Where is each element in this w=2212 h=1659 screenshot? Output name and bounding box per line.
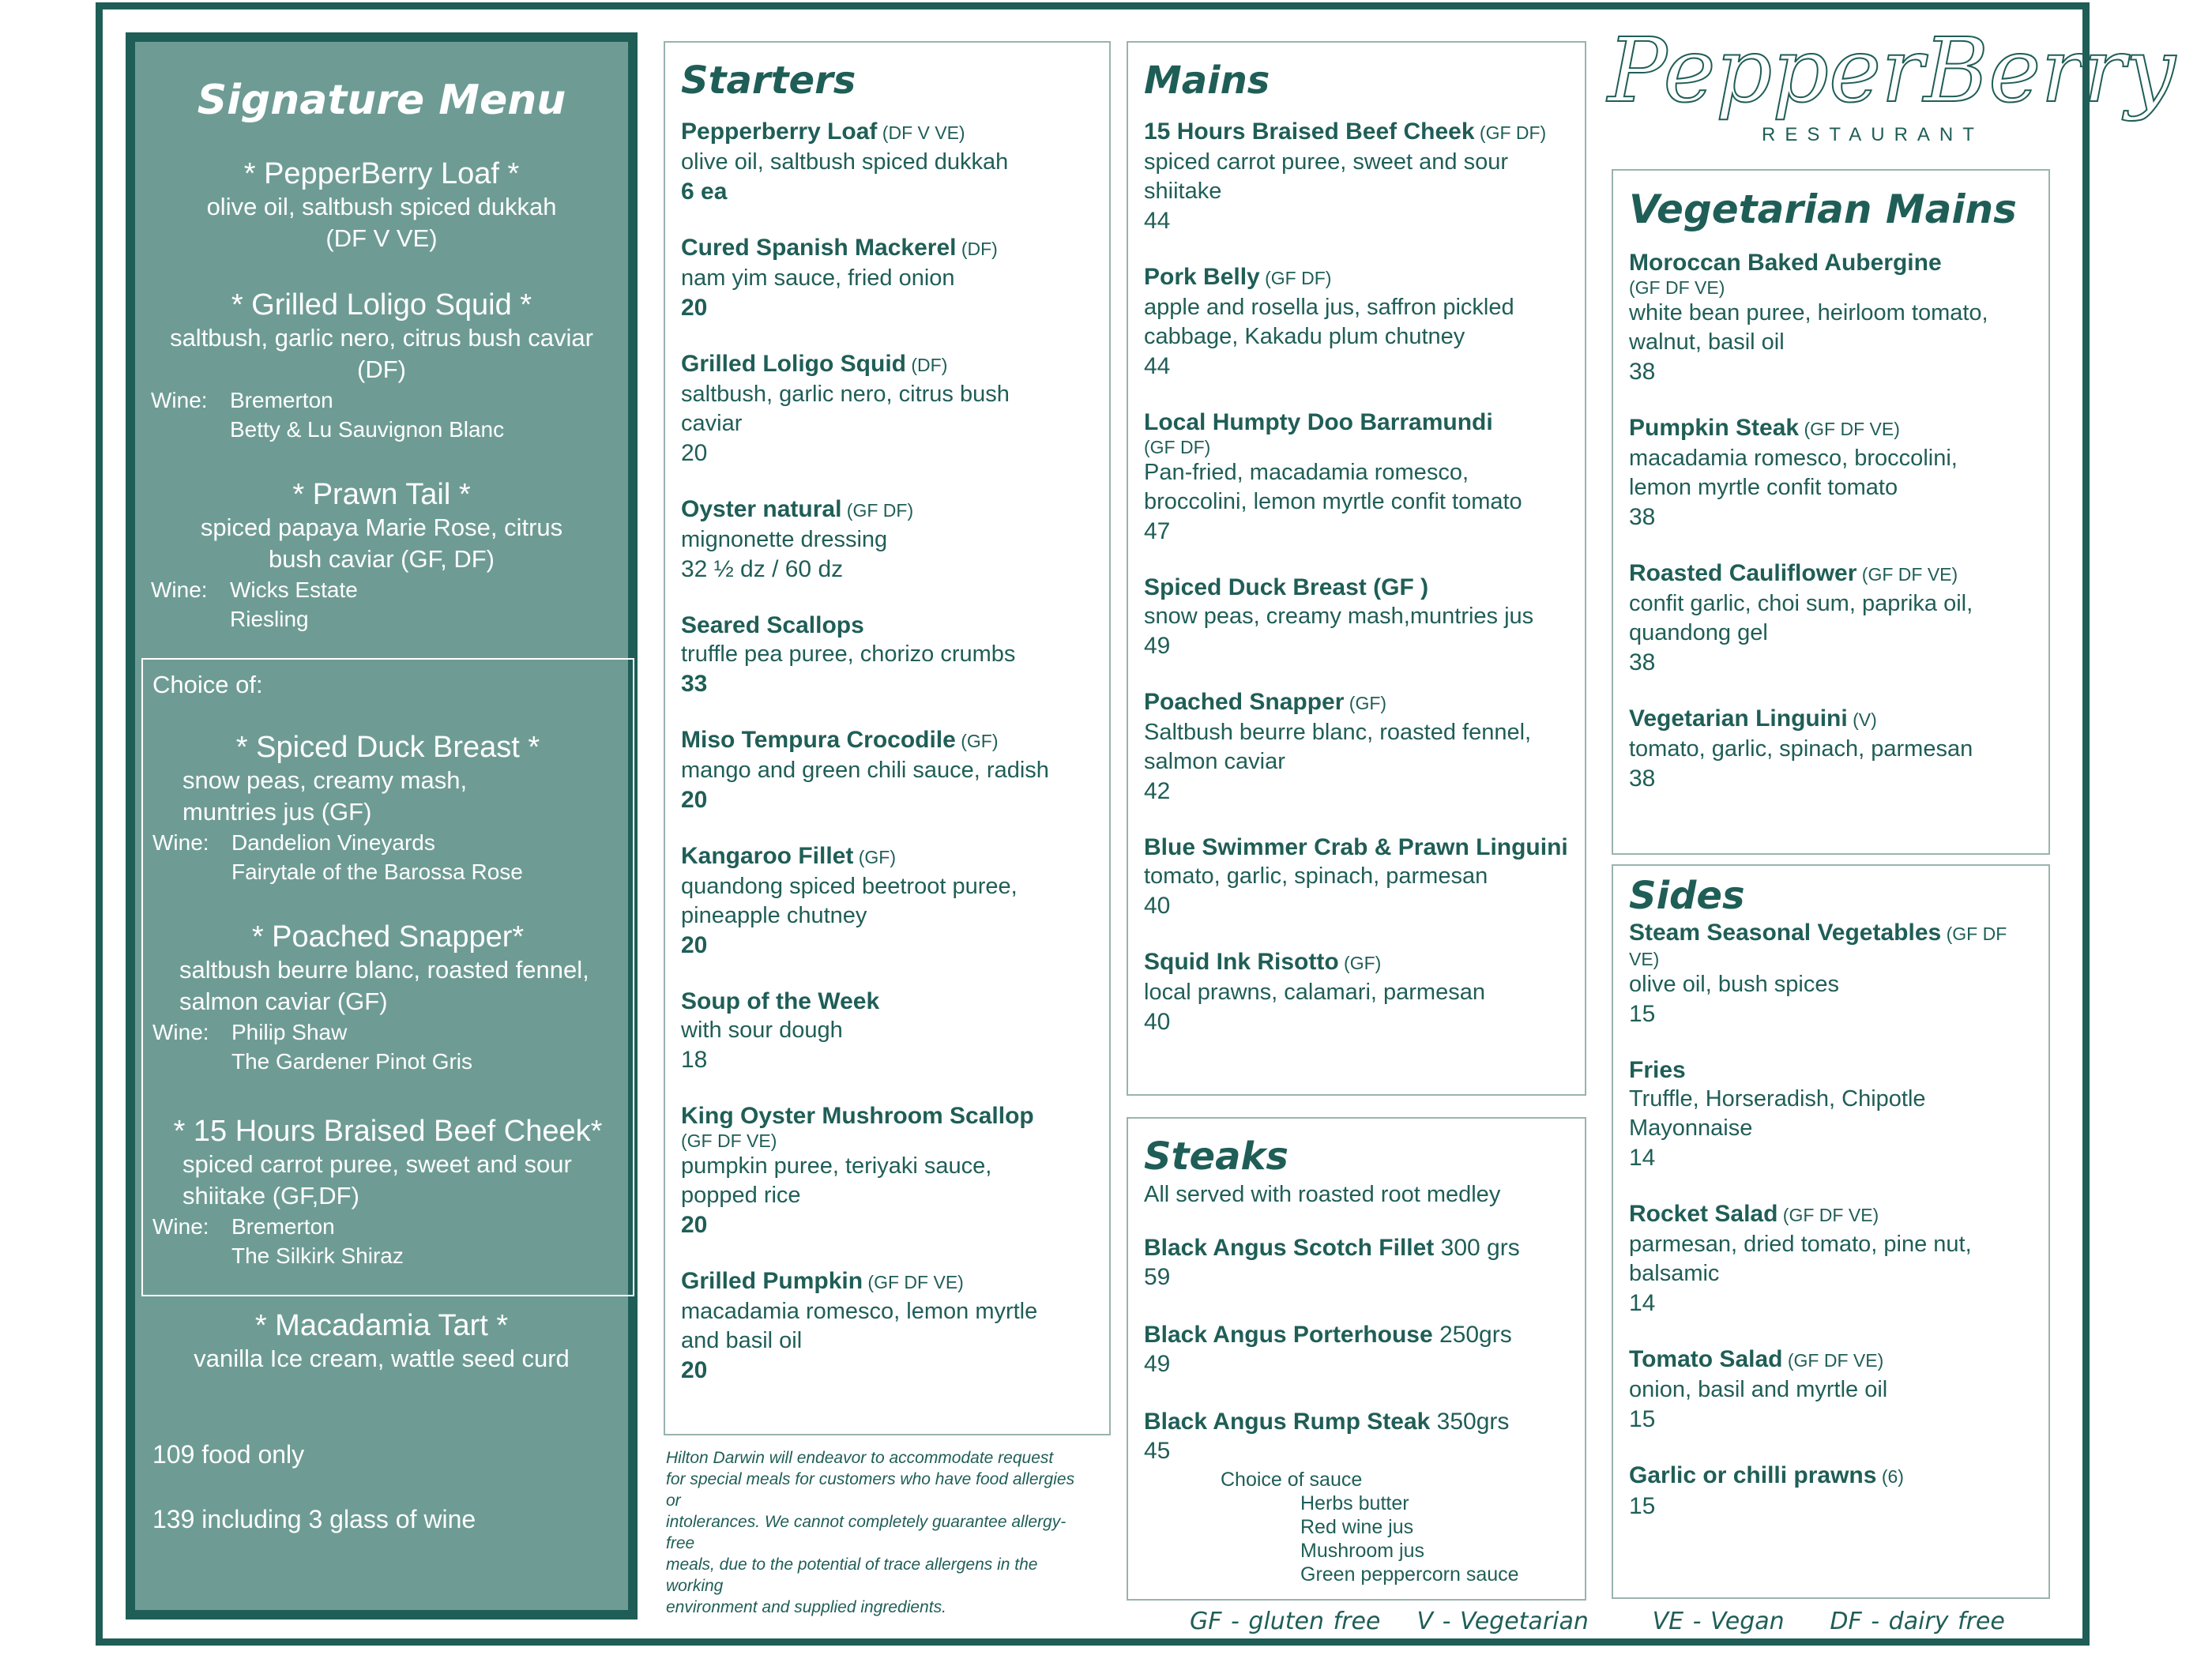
sauce-item: Mushroom jus	[1300, 1540, 1424, 1562]
menu-item	[681, 495, 1098, 584]
item-name-line	[681, 987, 1098, 1016]
sauce-item: Herbs butter	[1300, 1492, 1409, 1514]
item-name-line	[1629, 918, 2037, 949]
item-description: Pan-fried, macadamia romesco,	[1144, 460, 1469, 485]
sig-item-desc: muntries jus (GF)	[182, 798, 372, 826]
menu-item	[1144, 573, 1574, 660]
item-name: King Oyster Mushroom Scallop	[681, 1103, 1034, 1129]
mains-section	[1127, 41, 1586, 1096]
wine-maker: Dandelion Vineyards	[231, 830, 435, 855]
item-price: 32 ½ dz / 60 dz	[681, 556, 844, 582]
item-name: Black Angus Scotch Fillet	[1144, 1235, 1435, 1261]
item-description: Mayonnaise	[1629, 1115, 1753, 1141]
item-price: 44	[1144, 208, 1171, 234]
disclaimer-line: intolerances. We cannot completely guarantee allergy-	[666, 1513, 1066, 1531]
disclaimer-line: free	[666, 1534, 695, 1552]
item-name-line	[1144, 117, 1574, 148]
item-name: Tomato Salad	[1629, 1346, 1783, 1372]
item-description: nam yim sauce, fried onion	[681, 265, 955, 291]
wine-name: Riesling	[230, 607, 309, 631]
item-price: 20	[681, 440, 708, 466]
item-price: 59	[1144, 1264, 1171, 1290]
item-name-line	[1144, 687, 1574, 718]
item-description: caviar	[681, 411, 743, 436]
menu-item	[1144, 408, 1574, 546]
item-description: Truffle, Horseradish, Chipotle	[1629, 1086, 1926, 1112]
menu-item	[681, 987, 1098, 1074]
item-name-line	[1629, 1055, 2037, 1085]
item-name-line	[681, 349, 1098, 380]
item-name: Pumpkin Steak	[1629, 415, 1800, 441]
item-price: 20	[681, 1357, 708, 1383]
wine-name: Fairytale of the Barossa Rose	[231, 860, 523, 884]
sig-dessert	[135, 1309, 628, 1375]
item-description: broccolini, lemon myrtle confit tomato	[1144, 489, 1522, 514]
wine-pairing	[151, 575, 628, 634]
item-name: Spiced Duck Breast (GF )	[1144, 574, 1429, 600]
item-dietary-tags: (DF)	[906, 355, 948, 375]
item-dietary-tags: (GF)	[853, 847, 897, 867]
item-description: balsamic	[1629, 1261, 1720, 1286]
item-name-line	[1144, 1320, 1574, 1349]
sauce-item: Red wine jus	[1300, 1516, 1414, 1538]
disclaimer-line: or	[666, 1492, 681, 1510]
item-description: pumpkin puree, teriyaki sauce,	[681, 1153, 992, 1179]
item-name: 15 Hours Braised Beef Cheek	[1144, 118, 1475, 145]
wine-maker: Wicks Estate	[230, 577, 358, 602]
item-name: Squid Ink Risotto	[1144, 949, 1339, 975]
disclaimer-line: Hilton Darwin will endeavor to accommodate request	[666, 1449, 1054, 1467]
item-description: mignonette dressing	[681, 527, 888, 552]
choice-snapper	[143, 920, 633, 1076]
sig-item-desc: spiced carrot puree, sweet and sour	[182, 1150, 572, 1178]
signature-menu-panel	[126, 32, 638, 1620]
item-description: quandong gel	[1629, 620, 1768, 645]
item-description: quandong spiced beetroot puree,	[681, 874, 1018, 899]
item-name-line	[1144, 1407, 1574, 1436]
item-description: confit garlic, choi sum, paprika oil,	[1629, 591, 1973, 616]
menu-item	[681, 349, 1098, 468]
item-dietary-tags: (GF DF VE)	[863, 1272, 964, 1292]
item-description: pineapple chutney	[681, 903, 867, 928]
item-dietary-tags: (GF DF)	[841, 500, 914, 521]
item-dietary-tags: (GF DF)	[1144, 437, 1211, 457]
item-description: Saltbush beurre blanc, roasted fennel,	[1144, 720, 1532, 745]
item-description: shiitake	[1144, 179, 1222, 204]
item-price: 38	[1629, 649, 1656, 675]
mains-list	[1128, 117, 1585, 1036]
wine-label: Wine:	[152, 830, 209, 855]
item-price: 40	[1144, 893, 1171, 919]
item-name-line	[1629, 1345, 2037, 1375]
sig-item-desc: (DF)	[357, 356, 406, 383]
sig-item-name: * Poached Snapper*	[251, 920, 525, 954]
dietary-legend	[1190, 1608, 2005, 1635]
item-name-line	[1144, 408, 1574, 437]
legend-v: V - Vegetarian	[1416, 1608, 1589, 1635]
menu-item	[1144, 262, 1574, 381]
item-weight: 300 grs	[1434, 1235, 1520, 1261]
item-name-line	[1144, 1233, 1574, 1262]
item-dietary-tags: (GF DF)	[1259, 268, 1332, 288]
item-dietary-tags: (DF V VE)	[877, 122, 965, 143]
item-description: white bean puree, heirloom tomato,	[1629, 300, 1988, 325]
item-description: parmesan, dried tomato, pine nut,	[1629, 1232, 1972, 1257]
item-dietary-tags: (DF)	[956, 239, 998, 259]
item-name: Grilled Pumpkin	[681, 1268, 863, 1294]
item-description: onion, basil and myrtle oil	[1629, 1377, 1888, 1402]
sig-item-name: * PepperBerry Loaf *	[243, 157, 520, 190]
signature-title: Signature Menu	[197, 77, 566, 124]
wine-pairing	[151, 386, 628, 444]
item-price: 38	[1629, 359, 1656, 385]
item-description: with sour dough	[681, 1018, 843, 1043]
item-name: Miso Tempura Crocodile	[681, 727, 956, 753]
item-price: 33	[681, 671, 708, 697]
item-price: 18	[681, 1047, 708, 1073]
sig-item-name: * Spiced Duck Breast *	[235, 731, 540, 764]
menu-item	[681, 1101, 1098, 1240]
item-name: Cured Spanish Mackerel	[681, 235, 957, 261]
item-name-line	[1144, 833, 1574, 862]
item-name: Poached Snapper	[1144, 689, 1345, 715]
veg-list	[1613, 248, 2048, 793]
logo-script	[1600, 20, 2176, 149]
item-description: cabbage, Kakadu plum chutney	[1144, 324, 1465, 349]
menu-item	[1629, 918, 2037, 1029]
disclaimer-line: working	[666, 1577, 724, 1595]
menu-item	[1144, 833, 1574, 920]
item-price: 14	[1629, 1290, 1656, 1316]
menu-item	[1629, 248, 2037, 386]
section-title: Sides	[1629, 874, 1745, 918]
sig-item-desc: vanilla Ice cream, wattle seed curd	[194, 1345, 570, 1372]
item-price: 20	[681, 787, 708, 813]
choice-label: Choice of:	[152, 671, 263, 698]
item-description: olive oil, bush spices	[1629, 972, 1839, 997]
item-weight: 250grs	[1432, 1322, 1512, 1348]
menu-item	[1144, 687, 1574, 806]
item-price: 49	[1144, 1351, 1171, 1377]
item-price: 44	[1144, 353, 1171, 379]
veg-mains-section	[1612, 169, 2050, 855]
item-name-line	[681, 1101, 1098, 1130]
sig-item-loaf	[135, 157, 628, 254]
legend-df: DF - dairy free	[1830, 1608, 2005, 1635]
item-name: Garlic or chilli prawns	[1629, 1462, 1877, 1488]
choice-beef	[143, 1115, 633, 1270]
sig-item-name: * Grilled Loligo Squid *	[231, 288, 532, 322]
item-dietary-tags: (V)	[1847, 709, 1877, 730]
starters-list	[665, 117, 1109, 1385]
disclaimer-line: meals, due to the potential of trace allergens in the	[666, 1556, 1038, 1574]
item-name: Black Angus Rump Steak	[1144, 1409, 1431, 1435]
item-dietary-tags: (GF)	[1338, 953, 1382, 973]
legend-ve: VE - Vegan	[1652, 1608, 1785, 1635]
item-name-line	[681, 1266, 1098, 1297]
item-price: 20	[681, 1212, 708, 1238]
sauce-label: Choice of sauce	[1221, 1469, 1363, 1491]
legend-gf: GF - gluten free	[1190, 1608, 1381, 1635]
sig-item-desc: salmon caviar (GF)	[179, 988, 388, 1015]
menu-item	[1629, 413, 2037, 532]
restaurant-logo	[1600, 20, 2176, 149]
sig-item-desc: saltbush beurre blanc, roasted fennel,	[179, 956, 589, 984]
item-price: 45	[1144, 1438, 1171, 1464]
wine-name: The Silkirk Shiraz	[231, 1243, 404, 1268]
item-dietary-tags: VE)	[1629, 949, 1660, 969]
menu-item	[681, 611, 1098, 698]
item-description: mango and green chili sauce, radish	[681, 758, 1049, 783]
item-name: Vegetarian Linguini	[1629, 705, 1848, 732]
item-price: 14	[1629, 1145, 1656, 1171]
item-price: 38	[1629, 504, 1656, 530]
menu-item	[1629, 1199, 2037, 1318]
wine-pairing	[152, 1018, 633, 1076]
item-description: popped rice	[681, 1183, 801, 1208]
item-description: lemon myrtle confit tomato	[1629, 475, 1898, 500]
sig-item-name: * Macadamia Tart *	[254, 1309, 509, 1342]
item-name: Pork Belly	[1144, 264, 1260, 290]
item-name-line	[1144, 947, 1574, 978]
item-description: local prawns, calamari, parmesan	[1144, 980, 1485, 1005]
allergy-disclaimer	[666, 1447, 1108, 1618]
item-weight: 350grs	[1430, 1409, 1510, 1435]
steak-item	[1144, 1233, 1574, 1292]
item-dietary-tags: (GF DF VE)	[1856, 564, 1958, 585]
section-title: Steaks	[1144, 1134, 1288, 1179]
item-description: saltbush, garlic nero, citrus bush	[681, 382, 1010, 407]
item-name-line	[681, 495, 1098, 525]
menu-item	[1629, 559, 2037, 677]
sauce-item: Green peppercorn sauce	[1300, 1563, 1519, 1586]
menu-item	[1144, 117, 1574, 235]
steaks-subtitle	[1144, 1180, 1574, 1209]
item-name: Fries	[1629, 1057, 1686, 1083]
item-price: 20	[681, 295, 708, 321]
item-price: 15	[1629, 1001, 1656, 1027]
item-dietary-tags: (6)	[1876, 1466, 1904, 1487]
item-price: 15	[1629, 1493, 1656, 1519]
item-dietary-tags: (GF)	[1344, 693, 1387, 713]
item-name-line	[681, 117, 1098, 148]
sig-item-desc: snow peas, creamy mash,	[182, 766, 468, 794]
item-name: Blue Swimmer Crab & Prawn Linguini	[1144, 834, 1568, 860]
item-name-line	[681, 725, 1098, 756]
disclaimer-line: environment and supplied ingredients.	[666, 1598, 946, 1616]
sig-item-desc: spiced papaya Marie Rose, citrus	[200, 514, 563, 541]
wine-label: Wine:	[152, 1214, 209, 1239]
item-description: walnut, basil oil	[1629, 329, 1785, 355]
wine-name: The Gardener Pinot Gris	[231, 1049, 473, 1074]
item-price: 40	[1144, 1009, 1171, 1035]
item-name-line	[1144, 573, 1574, 602]
steaks-list	[1128, 1233, 1585, 1465]
wine-label: Wine:	[151, 388, 208, 412]
wine-maker: Bremerton	[230, 388, 333, 412]
item-name-line	[1629, 559, 2037, 589]
menu-item	[681, 841, 1098, 960]
wine-maker: Bremerton	[231, 1214, 335, 1239]
item-name: Roasted Cauliflower	[1629, 560, 1857, 586]
item-dietary-tags: (GF DF VE)	[1629, 277, 1725, 298]
sides-section	[1612, 864, 2050, 1599]
section-title: Starters	[681, 58, 856, 103]
item-description: tomato, garlic, spinach, parmesan	[1144, 863, 1488, 889]
item-dietary-tags: (GF DF)	[1474, 122, 1547, 143]
item-name-line	[681, 611, 1098, 640]
item-name: Local Humpty Doo Barramundi	[1144, 409, 1493, 435]
sig-item-squid	[135, 288, 628, 444]
price-food-only: 109 food only	[152, 1440, 305, 1469]
menu-item	[1629, 1055, 2037, 1172]
item-dietary-tags: (GF DF VE)	[681, 1130, 777, 1151]
item-price: 6 ea	[681, 179, 728, 205]
item-name-line	[1144, 262, 1574, 293]
steak-item	[1144, 1407, 1574, 1465]
item-name: Steam Seasonal Vegetables	[1629, 920, 1942, 946]
item-name: Oyster natural	[681, 496, 842, 522]
wine-pairing	[152, 828, 633, 886]
item-name-line	[1629, 1461, 2037, 1492]
wine-pairing	[152, 1212, 633, 1270]
menu-item	[681, 725, 1098, 814]
item-description: tomato, garlic, spinach, parmesan	[1629, 736, 1973, 762]
item-name-line	[681, 233, 1098, 264]
sig-item-name: * 15 Hours Braised Beef Cheek*	[173, 1115, 603, 1148]
wine-name: Betty & Lu Sauvignon Blanc	[230, 417, 505, 442]
item-name: Rocket Salad	[1629, 1201, 1778, 1227]
item-price: 15	[1629, 1406, 1656, 1432]
price-with-wine: 139 including 3 glass of wine	[152, 1505, 476, 1533]
item-name-line	[1629, 248, 2037, 277]
menu-item	[1144, 947, 1574, 1036]
menu-item	[1629, 1461, 2037, 1521]
item-description: truffle pea puree, chorizo crumbs	[681, 641, 1016, 667]
sig-item-name: * Prawn Tail *	[292, 478, 471, 511]
item-name: Pepperberry Loaf	[681, 118, 878, 145]
sig-item-desc: olive oil, saltbush spiced dukkah	[206, 193, 557, 220]
sig-item-desc: saltbush, garlic nero, citrus bush caviar	[170, 324, 593, 352]
steak-item	[1144, 1320, 1574, 1379]
menu-item	[1629, 1345, 2037, 1434]
section-title: Vegetarian Mains	[1629, 186, 2017, 232]
item-dietary-tags: (GF DF VE)	[1778, 1205, 1879, 1225]
section-title: Mains	[1144, 58, 1270, 103]
sig-item-prawn	[135, 478, 628, 634]
sig-item-desc: bush caviar (GF, DF)	[269, 545, 495, 573]
item-description: snow peas, creamy mash,muntries jus	[1144, 604, 1534, 629]
wine-maker: Philip Shaw	[231, 1020, 348, 1044]
item-price: 42	[1144, 778, 1171, 804]
item-price: 47	[1144, 518, 1171, 544]
sig-item-desc: (DF V VE)	[325, 224, 438, 252]
item-name: Kangaroo Fillet	[681, 843, 854, 869]
item-name: Grilled Loligo Squid	[681, 351, 906, 377]
item-name: Black Angus Porterhouse	[1144, 1322, 1433, 1348]
wine-label: Wine:	[152, 1020, 209, 1044]
item-price: 49	[1144, 633, 1171, 659]
item-description: salmon caviar	[1144, 749, 1285, 774]
item-dietary-tags: (GF)	[955, 731, 999, 751]
menu-item	[681, 1266, 1098, 1385]
item-name: Moroccan Baked Aubergine	[1629, 250, 1942, 276]
logo-subtitle: RESTAURANT	[1762, 124, 1984, 145]
item-dietary-tags: (GF DF VE)	[1799, 419, 1900, 439]
sides-list	[1613, 918, 2048, 1521]
item-name: Soup of the Week	[681, 988, 880, 1014]
steaks-subtitle-text: All served with roasted root medley	[1144, 1182, 1501, 1207]
starters-section	[664, 41, 1111, 1435]
item-description: macadamia romesco, lemon myrtle	[681, 1299, 1038, 1324]
sauce-list	[1300, 1492, 1519, 1586]
item-description: apple and rosella jus, saffron pickled	[1144, 295, 1514, 320]
item-description: olive oil, saltbush spiced dukkah	[681, 149, 1009, 175]
item-description: macadamia romesco, broccolini,	[1629, 446, 1958, 471]
item-name-line	[681, 841, 1098, 872]
sig-item-desc: shiitake (GF,DF)	[182, 1182, 359, 1209]
choice-box	[141, 658, 634, 1296]
item-description: and basil oil	[681, 1328, 803, 1353]
item-name: Seared Scallops	[681, 612, 864, 638]
menu-item	[681, 117, 1098, 206]
item-description: spiced carrot puree, sweet and sour	[1144, 149, 1509, 175]
choice-duck	[143, 731, 633, 886]
menu-item	[681, 233, 1098, 322]
item-name-line	[1629, 704, 2037, 735]
menu-item	[1629, 704, 2037, 793]
item-name-line	[1629, 1199, 2037, 1230]
wine-label: Wine:	[151, 577, 208, 602]
logo-script-text: PepperBerry	[1608, 20, 2176, 122]
disclaimer-line: for special meals for customers who have food allergies	[666, 1470, 1075, 1488]
item-price: 20	[681, 932, 708, 958]
item-price: 38	[1629, 766, 1656, 792]
item-dietary-tags: (GF DF	[1941, 924, 2007, 944]
item-name-line	[1629, 413, 2037, 444]
item-dietary-tags: (GF DF VE)	[1782, 1350, 1884, 1371]
